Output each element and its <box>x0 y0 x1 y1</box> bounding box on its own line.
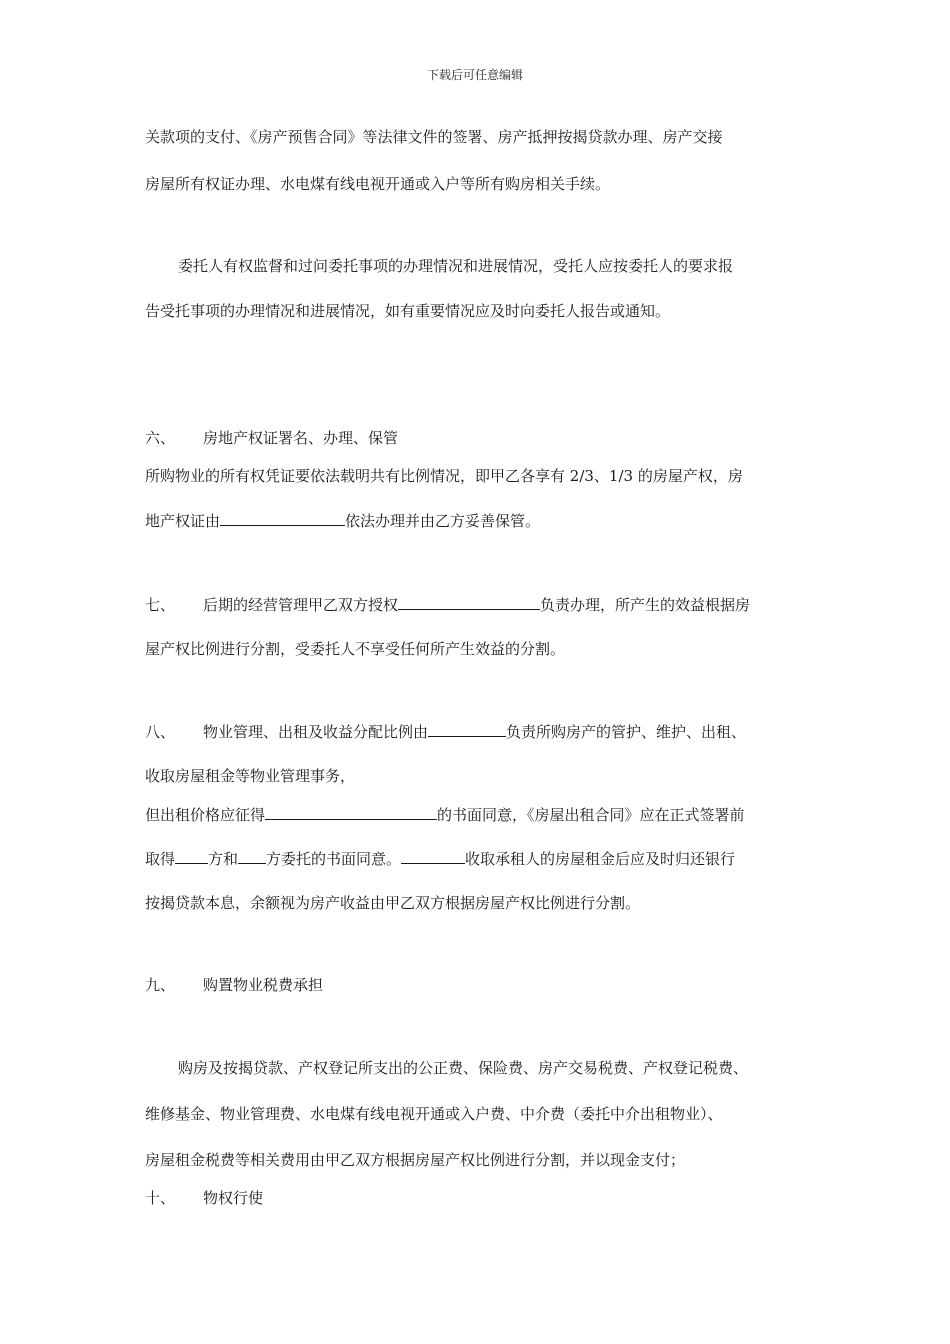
text-fragment: 取得 <box>145 850 176 868</box>
fill-in-blank[interactable] <box>398 594 540 610</box>
paragraph-line: 购房及按揭贷款、产权登记所支出的公正费、保险费、房产交易税费、产权登记税费、 <box>178 1059 749 1077</box>
fill-in-blank[interactable] <box>428 721 506 737</box>
paragraph-line: 房屋租金税费等相关费用由甲乙双方根据房屋产权比例进行分割，并以现金支付； <box>145 1151 686 1169</box>
paragraph-line: 告受托事项的办理情况和进展情况，如有重要情况应及时向委托人报告或通知。 <box>145 302 671 320</box>
section-heading-7 <box>145 594 750 615</box>
section-heading-6 <box>145 428 398 448</box>
text-fragment: 的书面同意，《房屋出租合同》应在正式签署前 <box>437 806 745 824</box>
section-title: 房地产权证署名、办理、保管 <box>203 429 399 447</box>
text-fragment: 收取承租人的房屋租金后应及时归还银行 <box>465 850 736 868</box>
section-number: 八、 <box>145 723 176 741</box>
section-number: 九、 <box>145 976 176 994</box>
paragraph-line: 房屋所有权证办理、水电煤有线电视开通或入户等所有购房相关手续。 <box>145 175 611 193</box>
page-header: 下载后可任意编辑 <box>426 68 523 82</box>
text-fragment: 依法办理并由乙方妥善保管。 <box>345 512 541 530</box>
text-fragment: 负责办理，所产生的效益根据房 <box>540 596 751 614</box>
text-fragment: 方和 <box>208 850 239 868</box>
section-number: 七、 <box>145 596 176 614</box>
paragraph-line: 所购物业的所有权凭证要依法载明共有比例情况，即甲乙各享有 2/3、1/3 的房屋产权，房 <box>145 467 743 485</box>
paragraph-line: 收取房屋租金等物业管理事务， <box>145 767 356 785</box>
fill-in-blank[interactable] <box>175 848 208 864</box>
text-fragment: 物业管理、出租及收益分配比例由 <box>203 723 429 741</box>
fill-in-blank[interactable] <box>265 804 437 820</box>
text-fragment: 后期的经营管理甲乙双方授权 <box>203 596 399 614</box>
paragraph-line: 关款项的支付、《房产预售合同》等法律文件的签署、房产抵押按揭贷款办理、房产交接 <box>145 128 723 146</box>
text-fragment: 负责所购房产的管护、维护、出租、 <box>506 723 747 741</box>
section-heading-10 <box>145 1188 263 1208</box>
paragraph-line <box>145 848 735 869</box>
section-number: 六、 <box>145 429 176 447</box>
section-heading-8 <box>145 721 746 742</box>
paragraph-line: 屋产权比例进行分割，受委托人不享受任何所产生效益的分割。 <box>145 640 566 658</box>
fill-in-blank[interactable] <box>220 510 345 526</box>
paragraph-line <box>145 510 540 531</box>
paragraph-line: 按揭贷款本息，余额视为房产收益由甲乙双方根据房屋产权比例进行分割。 <box>145 894 641 912</box>
text-fragment: 地产权证由 <box>145 512 221 530</box>
section-heading-9 <box>145 975 323 995</box>
paragraph-line: 维修基金、物业管理费、水电煤有线电视开通或入户费、中介费（委托中介出租物业）、 <box>145 1105 723 1123</box>
text-fragment: 但出租价格应征得 <box>145 806 266 824</box>
section-title: 物权行使 <box>203 1189 264 1207</box>
section-number: 十、 <box>145 1189 176 1207</box>
text-fragment: 方委托的书面同意。 <box>266 850 402 868</box>
section-title: 购置物业税费承担 <box>203 976 324 994</box>
fill-in-blank[interactable] <box>401 848 465 864</box>
fill-in-blank[interactable] <box>238 848 266 864</box>
paragraph-line <box>145 804 745 825</box>
paragraph-line: 委托人有权监督和过问委托事项的办理情况和进展情况，受托人应按委托人的要求报 <box>178 257 734 275</box>
